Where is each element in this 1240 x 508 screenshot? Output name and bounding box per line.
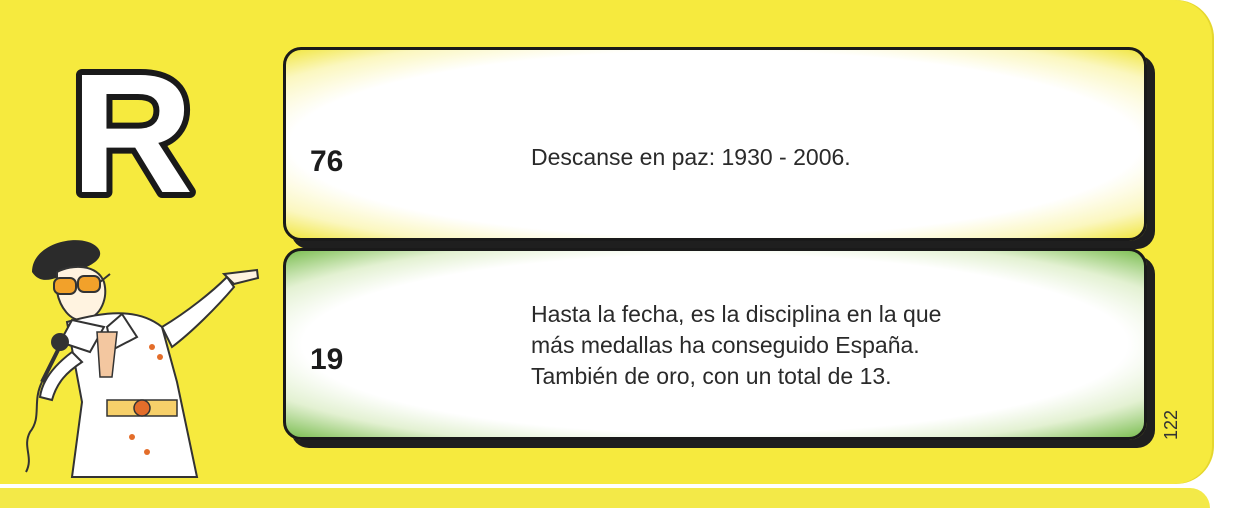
answer-text (531, 142, 851, 173)
letter-r: R (70, 42, 194, 229)
answer-text-line: Hasta la fecha, es la disciplina en la que (531, 301, 942, 327)
answer-text-line: más medallas ha conseguido España. (531, 332, 920, 358)
answer-text-line: Descanse en paz: 1930 - 2006. (531, 144, 851, 170)
page-number: 122 (1161, 409, 1181, 441)
next-card-edge (0, 488, 1210, 508)
answer-text-line: También de oro, con un total de 13. (531, 363, 892, 389)
answer-number: 19 (310, 343, 344, 376)
singer-illustration-icon (12, 232, 272, 482)
answer-number: 76 (310, 145, 344, 178)
answer-box-green (283, 248, 1147, 440)
letter-r-icon (52, 42, 212, 232)
answer-box-yellow (283, 47, 1147, 241)
answer-text (531, 299, 941, 392)
page-margin (1214, 0, 1240, 501)
